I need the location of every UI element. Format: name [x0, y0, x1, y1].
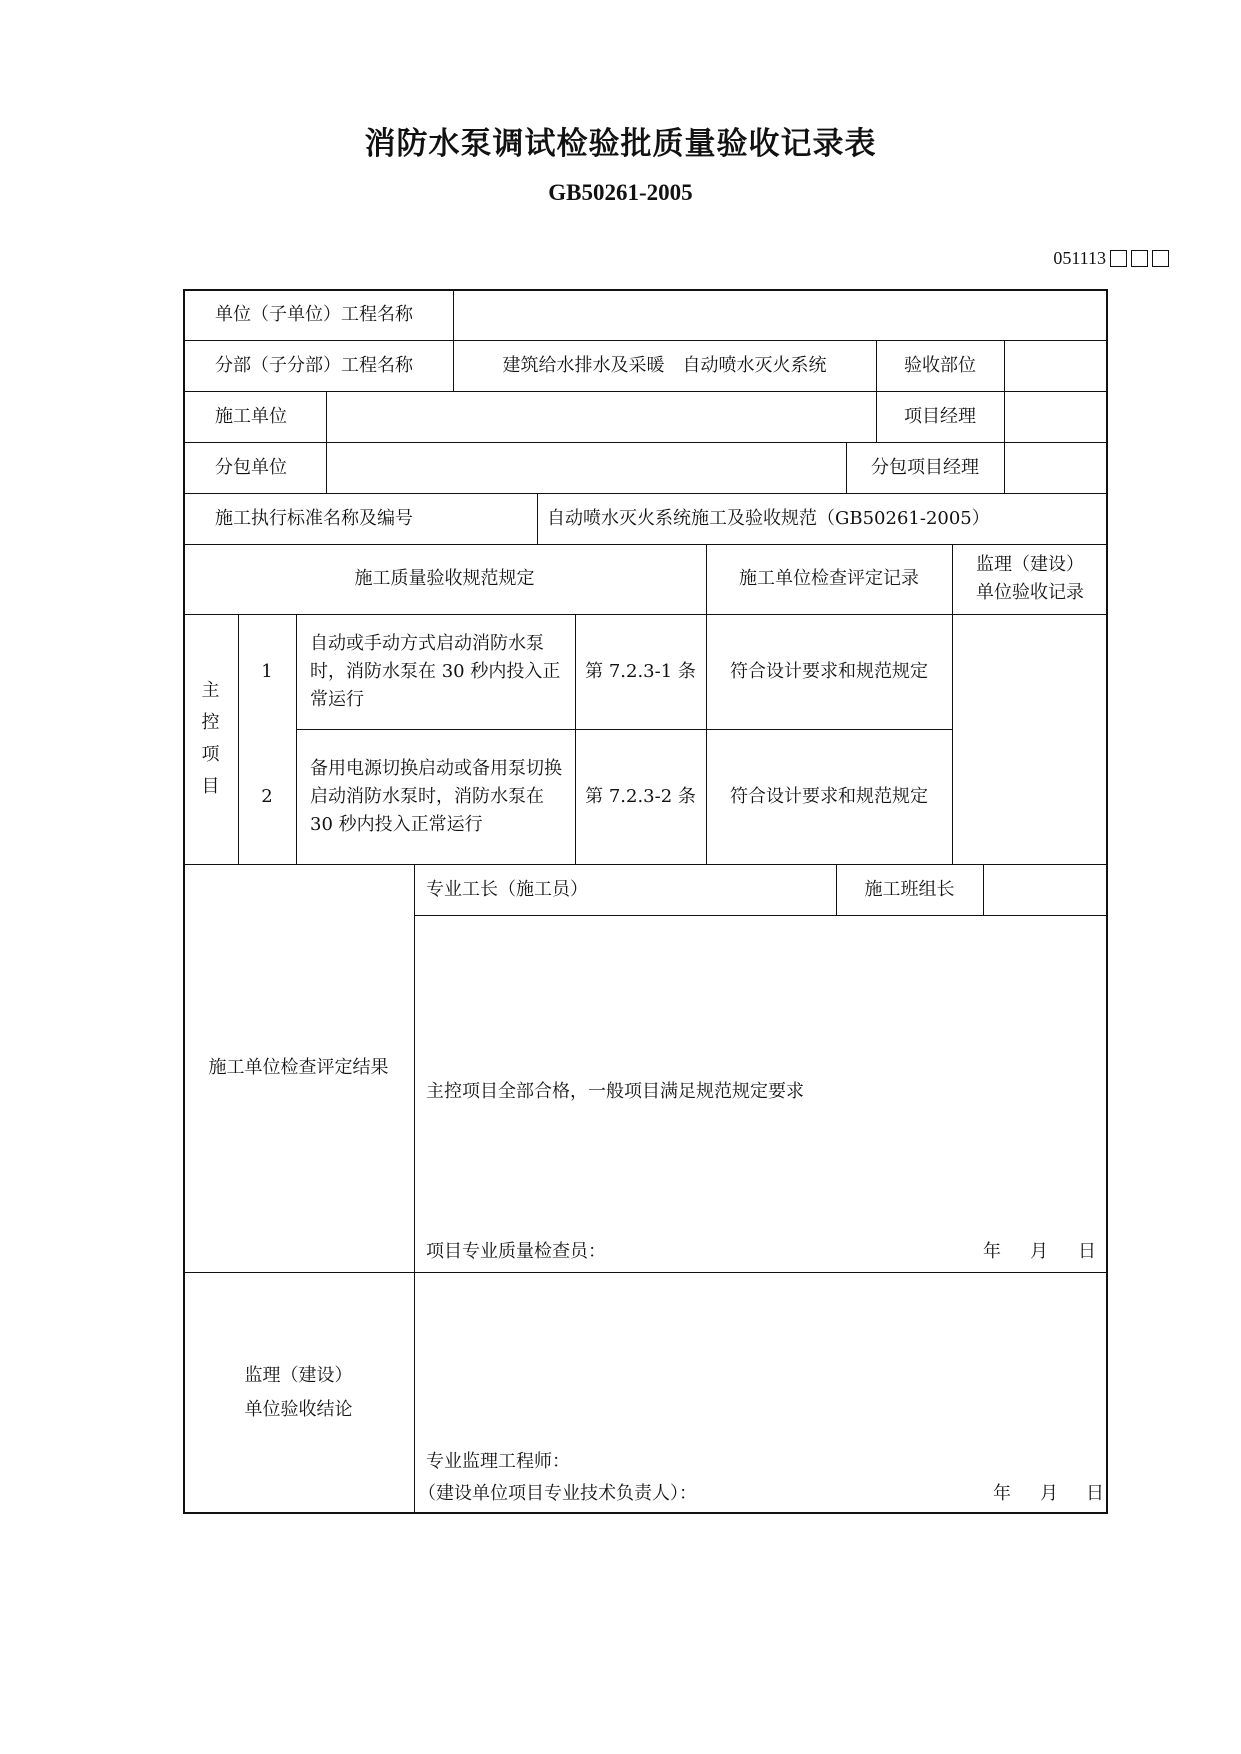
supervision-record-field[interactable]	[952, 614, 1108, 864]
date-year: 年	[983, 1241, 1001, 1262]
unit-project-field[interactable]	[453, 289, 1108, 340]
quality-inspector-label: 项目专业质量检查员：	[426, 1241, 606, 1262]
construction-result-text[interactable]: 主控项目全部合格，一般项目满足规范规定要求	[426, 1081, 804, 1102]
acceptance-part-field[interactable]	[1004, 340, 1108, 391]
item-description: 自动或手动方式启动消防水泵时，消防水泵在 30 秒内投入正常运行	[310, 632, 561, 710]
sub-project-label: 分部（子分部）工程名称	[215, 354, 413, 376]
check-header: 施工单位检查评定记录	[739, 568, 919, 589]
standard-code: GB50261-2005	[548, 180, 693, 205]
item-clause: 第 7.2.3-1 条	[585, 660, 696, 682]
foreman-label: 专业工长（施工员）	[426, 878, 588, 900]
supervision-header-line1: 监理（建设）	[976, 554, 1084, 575]
foreman-field[interactable]	[706, 864, 836, 915]
form-code-box[interactable]	[1152, 250, 1169, 267]
date-month: 月	[1040, 1483, 1058, 1504]
construction-unit-field[interactable]	[326, 391, 876, 442]
page-title: 消防水泵调试检验批质量验收记录表	[364, 126, 877, 162]
form-code-box[interactable]	[1131, 250, 1148, 267]
form-code	[1053, 248, 1169, 269]
subcontractor-field[interactable]	[326, 442, 846, 493]
date-month: 月	[1030, 1241, 1048, 1262]
form-code-number: 051113	[1053, 248, 1106, 268]
subcontractor-label: 分包单位	[215, 456, 287, 478]
project-manager-label: 项目经理	[904, 405, 976, 427]
construction-unit-label: 施工单位	[215, 405, 287, 427]
form-code-box[interactable]	[1110, 250, 1127, 267]
standard-value: 自动喷水灭火系统施工及验收规范（GB50261-2005）	[547, 507, 990, 529]
owner-technical-lead-label: （建设单位项目专业技术负责人）：	[418, 1483, 697, 1504]
date-day: 日	[1086, 1483, 1104, 1504]
construction-result-label: 施工单位检查评定结果	[208, 1057, 389, 1078]
project-manager-field[interactable]	[1004, 391, 1108, 442]
item-number: 1	[261, 660, 273, 682]
unit-project-label: 单位（子单位）工程名称	[215, 303, 413, 325]
supervision-header-line2: 单位验收记录	[976, 582, 1084, 603]
team-leader-label: 施工班组长	[864, 878, 955, 900]
sub-project-field[interactable]: 建筑给水排水及采暖 自动喷水灭火系统	[502, 354, 827, 376]
date-year: 年	[993, 1483, 1011, 1504]
item-description: 备用电源切换启动或备用泵切换启动消防水泵时，消防水泵在 30 秒内投入正常运行	[310, 757, 562, 835]
supervision-header	[952, 544, 1108, 614]
main-control-label: 主 控 项 目	[201, 680, 220, 797]
item-check-result[interactable]: 符合设计要求和规范规定	[730, 660, 928, 682]
team-leader-field[interactable]	[983, 864, 1108, 915]
sub-project-manager-label: 分包项目经理	[871, 456, 979, 478]
item-number: 2	[261, 785, 273, 807]
acceptance-part-label: 验收部位	[904, 354, 976, 376]
date-day: 日	[1078, 1241, 1096, 1262]
spec-header: 施工质量验收规范规定	[354, 568, 535, 589]
sub-project-manager-field[interactable]	[1004, 442, 1108, 493]
item-check-result[interactable]: 符合设计要求和规范规定	[730, 785, 928, 807]
supervision-conclusion-label: 监理（建设） 单位验收结论	[244, 1365, 353, 1420]
standard-label: 施工执行标准名称及编号	[215, 507, 413, 529]
item-clause: 第 7.2.3-2 条	[585, 785, 696, 807]
supervising-engineer-label: 专业监理工程师：	[426, 1451, 570, 1472]
